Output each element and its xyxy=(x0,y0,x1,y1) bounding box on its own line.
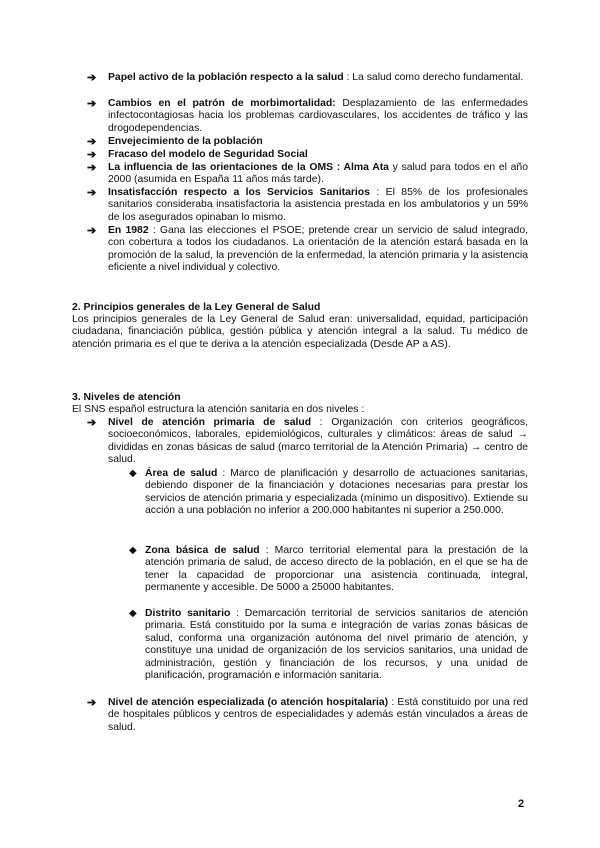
item-bold: La influencia de las orientaciones de la OMS : Alma Ata xyxy=(108,162,389,173)
item-bold: Envejecimiento de la población xyxy=(108,136,263,147)
arrow-icon: ➔ xyxy=(87,187,97,199)
item-text: : La salud como derecho fundamental. xyxy=(343,72,524,83)
item-bold: Zona básica de salud xyxy=(145,545,260,556)
arrow-icon: ➔ xyxy=(87,149,97,161)
item-text: : Marco de planificación y desarrollo de actuaciones sanitarias, debiendo disponer de la financiación y dotaciones necesarias para prestar los servicios de atención primaria y especializada (mínimo un dispositivo). Extiende su acción a una población no inferior a 200.000 habitantes ni superior a 250.000. xyxy=(145,468,528,517)
section-title: 2. Principios generales de la Ley General de Salud xyxy=(72,302,321,313)
item-text: : Organización con criterios geográficos, socioeconómicos, laborales, epidemiológicos, culturales y climáticos: áreas de salud → divididas en zonas básicas de salud (marco territorial de la Atención Primaria) → centro de salud. xyxy=(108,417,529,466)
arrow-icon: ➔ xyxy=(87,225,97,237)
arrow-icon: ➔ xyxy=(87,697,97,709)
item-text: y salud para todos en el año 2000 (asumida en España 11 años más tarde). xyxy=(108,162,528,186)
item-bold: En 1982 xyxy=(108,225,149,236)
item-bold: Nivel de atención primaria de salud xyxy=(108,417,312,428)
item-text: Desplazamiento de las enfermedades infectocontagiosas hacia los problemas cardiovasculares, los accidentes de tráfico y las drogodependencias. xyxy=(108,98,528,134)
list-item xyxy=(87,162,528,187)
list-item xyxy=(87,98,528,135)
item-bold: Cambios en el patrón de morbimortalidad: xyxy=(108,98,336,109)
section-title: 3. Niveles de atención xyxy=(72,392,181,403)
item-text: : El 85% de los profesionales sanitarios consideraba insatisfactoria la asistencia prestada en los ambulatorios y un 59% de los asegurados opinaban lo mismo. xyxy=(108,187,528,223)
item-text: : Demarcación territorial de servicios sanitarios de atención primaria. Está constituido por la suma e integración de varias zonas básicas de salud, conforma una organización autónoma del nivel primario de atención, y constituye una unidad de organización de los servicios sanitarios, una unidad de administración, gestión y financiación de los recursos, y una unidad de planificación, programación e información sanitaria. xyxy=(145,608,528,682)
section-intro: El SNS español estructura la atención sanitaria en dos niveles : xyxy=(72,404,365,415)
item-bold: Insatisfacción respecto a los Servicios Sanitarios xyxy=(108,187,370,198)
arrow-icon: ➔ xyxy=(87,417,97,429)
item-text: : Está constituido por una red de hospitales públicos y centros de especialidades y además están vinculados a áreas de salud. xyxy=(108,697,528,733)
sub-list-item xyxy=(129,608,528,682)
arrow-icon: ➔ xyxy=(87,72,97,84)
diamond-icon: ◆ xyxy=(129,468,137,479)
item-bold: Papel activo de la población respecto a la salud xyxy=(108,72,344,83)
list-item xyxy=(87,149,528,161)
sub-list-item xyxy=(129,545,528,595)
list-item xyxy=(87,697,528,734)
list-item xyxy=(87,136,528,148)
arrow-icon: ➔ xyxy=(87,162,97,174)
arrow-icon: ➔ xyxy=(87,136,97,148)
item-text: : Gana las elecciones el PSOE; pretende crear un servicio de salud integrado, con cobertura a todos los ciudadanos. La orientación de la atención estará basada en la promoción de la salud, la prevención de la enfermedad, la atención primaria y la asistencia eficiente a nivel individual y colectivo. xyxy=(108,225,528,274)
arrow-icon: ➔ xyxy=(87,98,97,110)
list-item xyxy=(87,187,528,224)
diamond-icon: ◆ xyxy=(129,608,137,619)
item-bold: Área de salud xyxy=(145,468,218,479)
list-item xyxy=(87,225,528,275)
item-bold: Distrito sanitario xyxy=(145,608,231,619)
list-item xyxy=(87,417,529,467)
list-item xyxy=(87,72,528,84)
item-bold: Fracaso del modelo de Seguridad Social xyxy=(108,149,308,160)
section-body: Los principios generales de la Ley General de Salud eran: universalidad, equidad, participación ciudadana, financiación pública, gestión pública y atención integral a la salud. Tu médico de atención primaria es el que te deriva a la atención especializada (Desde AP a AS). xyxy=(72,314,528,350)
item-text: : Marco territorial elemental para la prestación de la atención primaria de salud, de acceso directo de la población, en el que se ha de tener la capacidad de proporcionar una asistencia continuada, integral, permanente y accesible. De 5000 a 25000 habitantes. xyxy=(145,545,528,594)
page-number: 2 xyxy=(518,798,525,810)
sub-list-item xyxy=(129,468,528,518)
item-bold: Nivel de atención especializada (o atención hospitalaria) xyxy=(108,697,389,708)
diamond-icon: ◆ xyxy=(129,545,137,556)
